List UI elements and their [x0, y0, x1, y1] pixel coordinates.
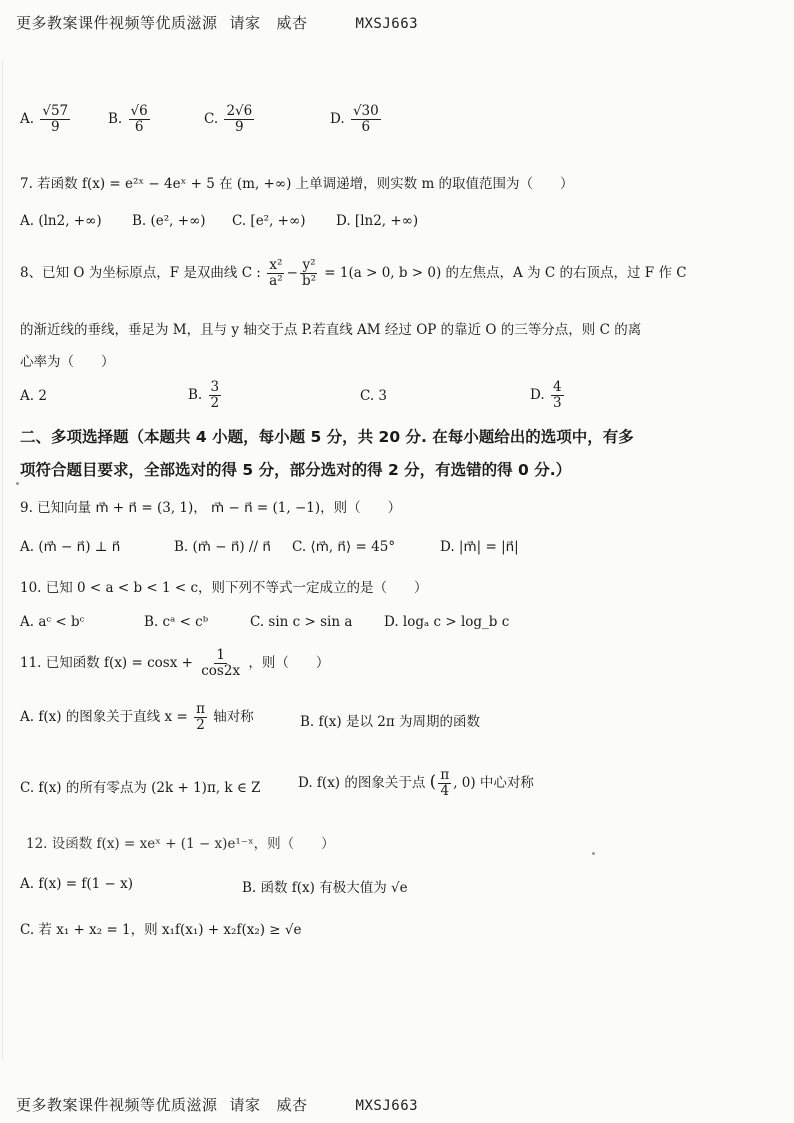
header-contact2: 威杏 [276, 14, 308, 32]
q12-option-c: C. 若 x₁ + x₂ = 1，则 x₁f(x₁) + x₂f(x₂) ≥ √e [20, 922, 302, 938]
frac-num: 4 [552, 379, 562, 395]
footer-code: MXSJ663 [355, 1098, 419, 1114]
q11-option-b: B. f(x) 是以 2π 为周期的函数 [300, 714, 480, 730]
q10-option-c: C. sin c > sin a [250, 614, 353, 630]
q7-option-d: D. [ln2, +∞) [336, 213, 419, 229]
q11-d-suffix: , 0) 中心对称 [453, 774, 534, 791]
q12-stem: 12. 设函数 f(x) = xeˣ + (1 − x)e¹⁻ˣ，则（ ） [26, 836, 335, 852]
frac-num: π [196, 701, 205, 717]
q6-option-d [330, 104, 383, 135]
scan-edge [2, 60, 3, 1060]
q9-stem: 9. 已知向量 m⃗ + n⃗ = (3, 1)， m⃗ − n⃗ = (1, −1)，则（ ） [20, 500, 402, 516]
frac-den: 2 [196, 716, 205, 733]
section2-heading-line2: 项符合题目要求，全部选对的得 5 分，部分选对的得 2 分，有选错的得 0 分.） [20, 461, 572, 479]
option-label: C. [204, 110, 219, 127]
frac-num: y² [302, 257, 316, 273]
frac-den: 3 [552, 394, 562, 411]
q11-option-d [298, 768, 534, 799]
frac-den: 9 [50, 118, 60, 135]
scan-speck [16, 482, 19, 485]
q11-d-open-paren: ( [429, 771, 437, 792]
footer-promo: 更多教案课件视频等优质滋源 [16, 1096, 218, 1114]
frac-den: 9 [235, 118, 244, 135]
q9-option-d: D. |m⃗| = |n⃗| [440, 539, 519, 555]
q7-option-c: C. [e², +∞) [232, 213, 306, 229]
frac-den: a² [269, 272, 283, 289]
frac-num: √30 [352, 103, 379, 119]
q11-a-suffix: 轴对称 [213, 708, 254, 725]
q8-stem-line3: 心率为（ ） [20, 354, 115, 370]
footer-contact1: 请家 [229, 1096, 261, 1114]
q7-option-a: A. (ln2, +∞) [20, 213, 102, 229]
q8-option-b [188, 380, 223, 411]
scan-speck [592, 852, 595, 855]
q11-stem-suffix: ，则（ ） [248, 654, 330, 671]
frac-den: 2 [210, 394, 220, 411]
frac-num: π [440, 767, 450, 783]
q10-option-a: A. aᶜ < bᶜ [20, 614, 85, 630]
option-label: D. [330, 110, 345, 127]
header-promo: 更多教案课件视频等优质滋源 [16, 14, 218, 32]
q10-stem: 10. 已知 0 < a < b < 1 < c，则下列不等式一定成立的是（ ） [20, 580, 428, 596]
frac-num: x² [269, 257, 283, 273]
header-code: MXSJ663 [355, 16, 419, 32]
q12-option-b: B. 函数 f(x) 有极大值为 √e [242, 880, 408, 896]
q10-option-b: B. cᵃ < cᵇ [144, 614, 209, 630]
option-label: B. [188, 386, 203, 403]
frac-den: b² [301, 272, 316, 289]
frac-den: 6 [361, 118, 371, 135]
frac-num: 2√6 [226, 103, 253, 119]
q8-stem-line1 [20, 258, 687, 289]
q11-option-c: C. f(x) 的所有零点为 (2k + 1)π, k ∈ Z [20, 780, 261, 796]
q10-option-d: D. logₐ c > log_b c [384, 614, 510, 630]
q7-stem: 7. 若函数 f(x) = e²ˣ − 4eˣ + 5 在 (m, +∞) 上单调递增，则实数 m 的取值范围为（ ） [20, 176, 574, 192]
q7-option-b: B. (e², +∞) [132, 213, 206, 229]
q9-option-c: C. ⟨m⃗, n⃗⟩ = 45° [292, 539, 396, 555]
frac-num: √57 [42, 103, 69, 119]
q8-option-d [530, 380, 566, 411]
option-label: B. [108, 110, 123, 127]
frac-num: √6 [130, 103, 148, 119]
q11-option-a [20, 702, 254, 733]
frac-num: 3 [210, 379, 220, 395]
q8-option-c: C. 3 [360, 388, 388, 404]
option-label: D. [530, 386, 545, 403]
q12-option-a: A. f(x) = f(1 − x) [20, 876, 133, 892]
frac-den: 4 [440, 782, 450, 799]
q8-minus: − [286, 264, 298, 281]
frac-num: 1 [216, 647, 225, 663]
header-contact1: 请家 [229, 14, 261, 32]
q11-a-prefix: A. f(x) 的图象关于直线 x = [20, 708, 188, 725]
q8-stem-line2: 的渐近线的垂线，垂足为 M，且与 y 轴交于点 P.若直线 AM 经过 OP 的靠近 O 的三等分点，则 C 的离 [20, 322, 642, 338]
top-header [16, 12, 418, 33]
frac-den: 6 [134, 118, 144, 135]
q6-option-c [204, 104, 256, 135]
footer-contact2: 威杏 [276, 1096, 308, 1114]
q9-option-b: B. (m⃗ − n⃗) // n⃗ [174, 539, 271, 555]
q9-option-a: A. (m⃗ − n⃗) ⊥ n⃗ [20, 539, 121, 555]
q8-option-a: A. 2 [20, 388, 47, 404]
bottom-footer [16, 1094, 418, 1115]
q8-stem-prefix: 8、已知 O 为坐标原点，F 是双曲线 C : [20, 264, 261, 281]
section2-heading-line1: 二、多项选择题（本题共 4 小题，每小题 5 分，共 20 分. 在每小题给出的选项中，有多 [20, 428, 634, 446]
q11-d-prefix: D. f(x) 的图象关于点 [298, 774, 426, 791]
q8-stem-suffix: = 1(a > 0, b > 0) 的左焦点，A 为 C 的右顶点，过 F 作 C [324, 264, 687, 281]
q11-stem-prefix: 11. 已知函数 f(x) = cosx + [20, 654, 193, 671]
q6-option-a [20, 104, 72, 135]
q6-option-b [108, 104, 152, 135]
option-label: A. [20, 110, 35, 127]
frac-den: cos2x [201, 662, 241, 679]
q11-stem [20, 648, 329, 679]
